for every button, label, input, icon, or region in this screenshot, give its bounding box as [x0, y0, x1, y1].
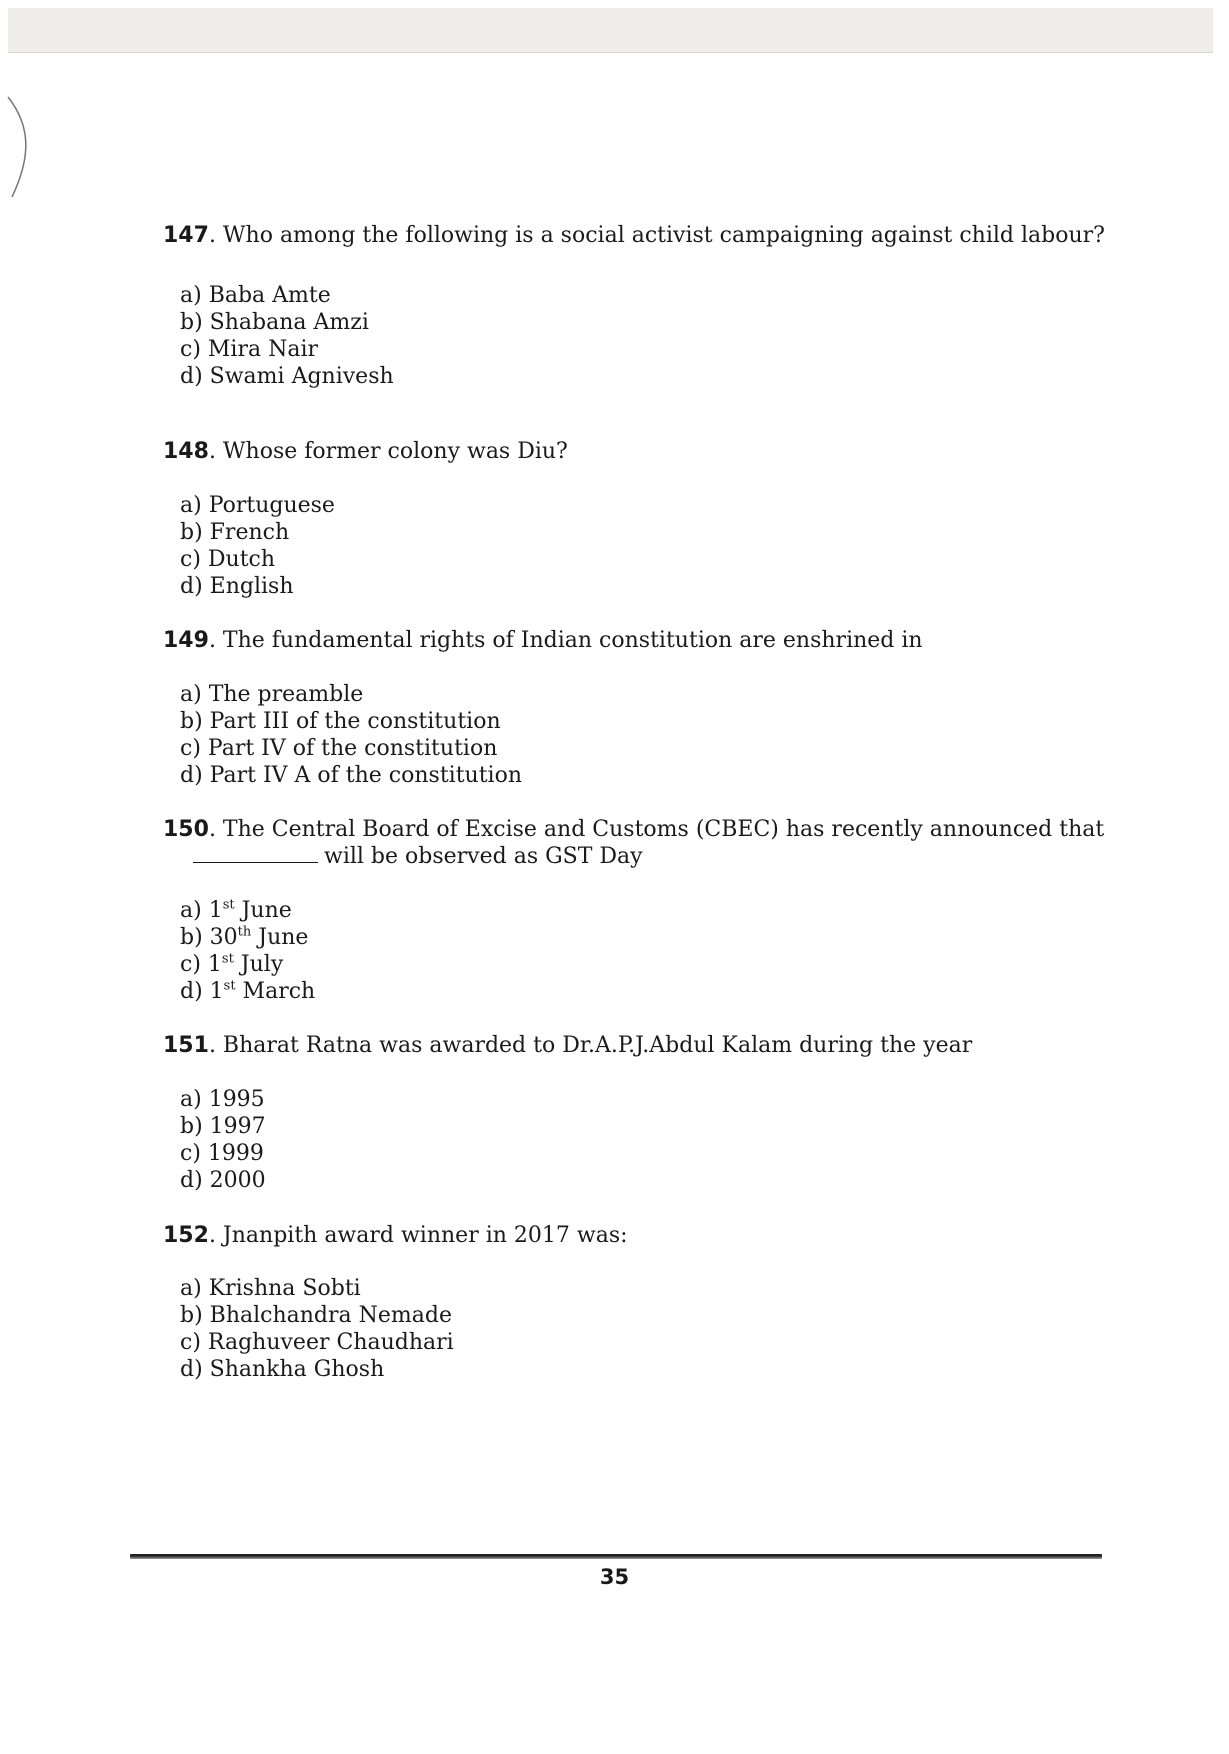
option-b: b) 30th June	[180, 924, 309, 950]
option-c: c) 1999	[180, 1141, 264, 1166]
question-148	[163, 438, 568, 465]
question-151	[163, 1032, 972, 1059]
question-text: . Jnanpith award winner in 2017 was:	[208, 1223, 628, 1248]
question-150	[163, 816, 1104, 870]
option-d: d) Part IV A of the constitution	[180, 763, 522, 788]
question-text: . Who among the following is a social activist campaigning against child labour?	[208, 223, 1105, 248]
question-text: . The Central Board of Excise and Customs (CBEC) has recently announced that	[208, 817, 1105, 842]
binding-hole-mark	[0, 95, 30, 200]
scan-top-edge	[8, 8, 1213, 53]
options-148	[180, 492, 335, 600]
option-a: a) Krishna Sobti	[180, 1276, 361, 1301]
question-text: . Whose former colony was Diu?	[208, 439, 568, 464]
option-d: d) 1st March	[180, 978, 316, 1004]
option-c: c) Part IV of the constitution	[180, 736, 498, 761]
options-147	[180, 282, 394, 390]
question-number: 147	[163, 223, 209, 248]
question-text-continuation	[163, 844, 643, 869]
question-text-line2: will be observed as GST Day	[324, 844, 643, 869]
question-152	[163, 1222, 628, 1249]
options-150	[180, 897, 315, 1005]
option-d: d) English	[180, 574, 294, 599]
page-number: 35	[599, 1565, 630, 1589]
option-b: b) Shabana Amzi	[180, 310, 369, 335]
option-c: c) Mira Nair	[180, 337, 319, 362]
option-d: d) 2000	[180, 1168, 266, 1193]
option-b: b) French	[180, 520, 290, 545]
option-a: a) Portuguese	[180, 493, 335, 518]
option-c: c) 1st July	[180, 951, 284, 977]
question-147	[163, 222, 1105, 249]
option-d: d) Shankha Ghosh	[180, 1357, 385, 1382]
options-151	[180, 1086, 266, 1194]
answer-blank	[193, 844, 318, 863]
footer-rule	[130, 1554, 1102, 1559]
question-number: 150	[163, 817, 209, 842]
option-c: c) Raghuveer Chaudhari	[180, 1330, 454, 1355]
options-149	[180, 681, 522, 789]
question-number: 151	[163, 1033, 209, 1058]
question-number: 152	[163, 1223, 209, 1248]
option-d: d) Swami Agnivesh	[180, 364, 394, 389]
question-149	[163, 627, 923, 654]
option-b: b) Part III of the constitution	[180, 709, 501, 734]
question-number: 148	[163, 439, 209, 464]
question-number: 149	[163, 628, 209, 653]
question-text: . The fundamental rights of Indian constitution are enshrined in	[208, 628, 923, 653]
option-a: a) 1st June	[180, 897, 292, 923]
option-c: c) Dutch	[180, 547, 276, 572]
option-b: b) 1997	[180, 1114, 266, 1139]
options-152	[180, 1275, 454, 1383]
question-text: . Bharat Ratna was awarded to Dr.A.P.J.Abdul Kalam during the year	[208, 1033, 973, 1058]
option-a: a) The preamble	[180, 682, 364, 707]
option-a: a) Baba Amte	[180, 283, 331, 308]
option-b: b) Bhalchandra Nemade	[180, 1303, 452, 1328]
option-a: a) 1995	[180, 1087, 265, 1112]
